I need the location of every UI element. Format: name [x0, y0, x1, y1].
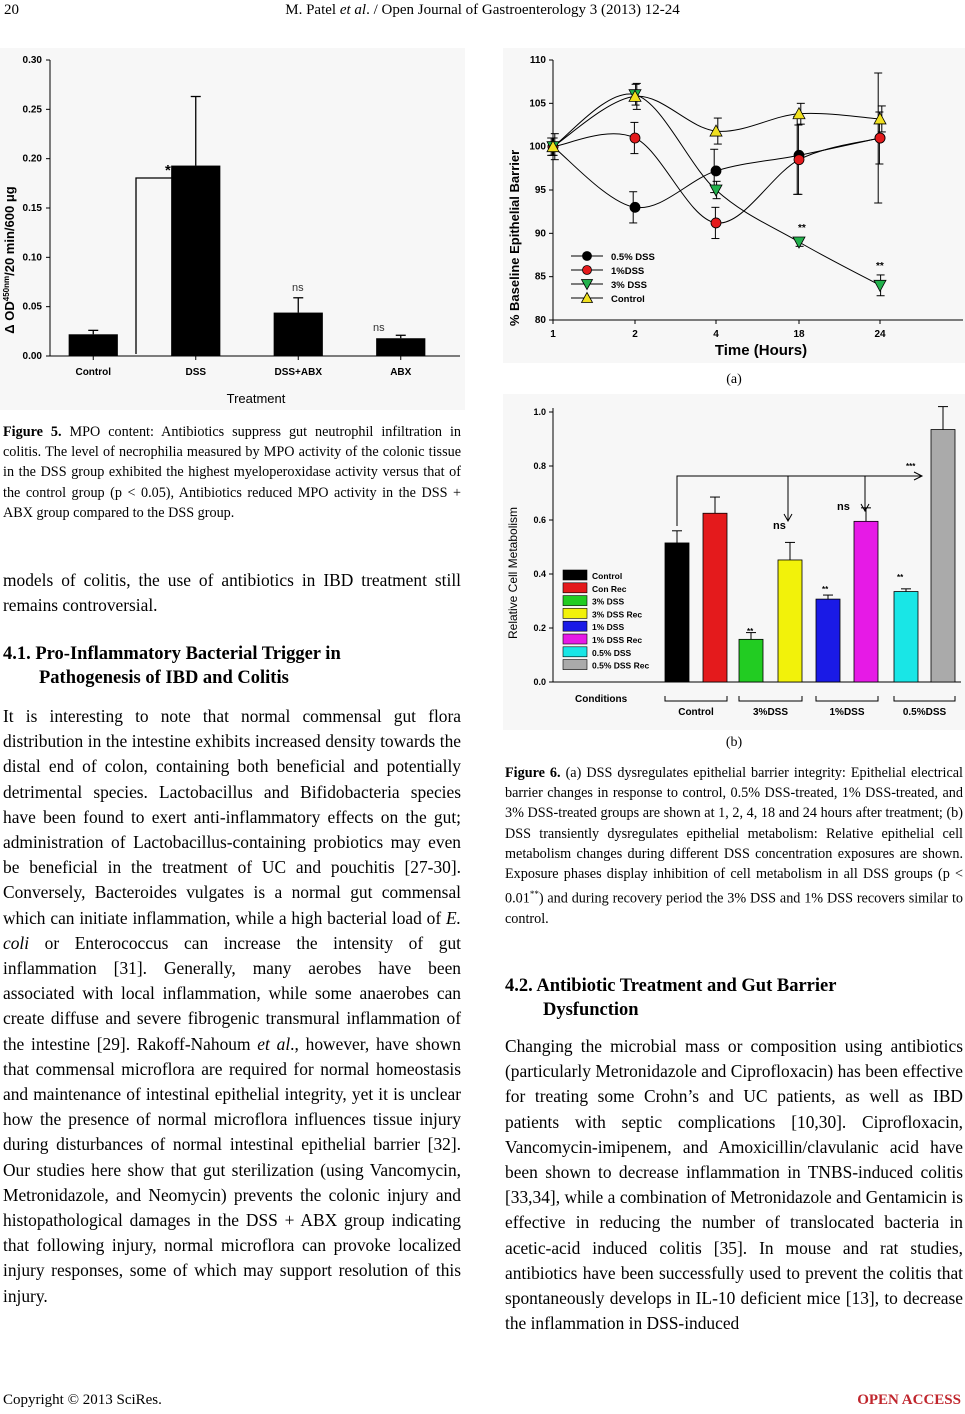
legend-swatch [563, 608, 587, 618]
group-bracket [816, 696, 878, 701]
bar [376, 338, 425, 356]
data-point [875, 133, 885, 143]
bar [274, 313, 323, 356]
annotation-ns-1pct-rec: ns [837, 501, 850, 513]
y-axis-label-main: Δ OD [2, 301, 17, 334]
figure5-caption-text: MPO content: Antibiotics suppress gut neutrophil infiltration in colitis. The level of necrophilia measured by MPO activity of the colonic tissue in the DSS group exhibited the highest myeloperoxidase activity versus that of the control group (p < 0.05), Antibiotics reduced MPO activity in the DSS + ABX group compared to the DSS group. [3, 424, 462, 521]
group-bracket [894, 696, 955, 701]
legend-swatch [563, 660, 587, 670]
legend-label: 3% DSS [592, 596, 625, 607]
annotation-ns-3pct-rec: ns [773, 520, 786, 532]
figure6b-chart [503, 394, 965, 730]
y-tick-label: 85 [534, 271, 546, 283]
figure6-caption-label: Figure 6. [505, 765, 561, 781]
group-label: 3%DSS [752, 707, 789, 718]
legend-label: 3% DSS Rec [592, 609, 643, 620]
y-tick-label: 0.00 [22, 351, 42, 362]
para-41-part-b: or Enterococcus can increase the intensity of gut inflammation [31]. Generally, many aerobes have been associated with local inflammation, while some anaerobes can create diffuse and severe fibrogenic transmural inflammation of the intestine [29]. Rakoff-Nahoum [3, 932, 461, 1054]
data-point [630, 133, 640, 143]
group-bracket [665, 696, 727, 701]
para-41-etal: et al [257, 1033, 291, 1054]
section-4-1-heading-line2: Pathogenesis of IBD and Colitis [39, 668, 289, 688]
y-tick-label: 80 [534, 315, 546, 326]
figure6-caption [505, 763, 963, 929]
bar [69, 334, 118, 356]
category-label: Control [75, 367, 112, 378]
figure6a-sublabel: (a) [726, 372, 742, 387]
figure5-caption [3, 422, 461, 523]
category-label: DSS+ABX [274, 367, 323, 378]
figure5-svg [0, 48, 465, 410]
y-axis-label-sup: 450nm [2, 275, 11, 302]
y-tick-label: 110 [529, 55, 546, 66]
para-41-ecoli: E. coli [3, 907, 461, 953]
bar [931, 430, 955, 682]
annotation-0-5pct: ** [897, 573, 904, 582]
y-axis-label: % Baseline Epithelial Barrier [507, 149, 522, 327]
y-tick-label: 0.4 [533, 569, 546, 579]
annotation-triple-star: *** [906, 462, 916, 471]
legend-label: 1%DSS [611, 266, 645, 277]
data-point [794, 155, 804, 165]
y-axis-label-tail: /20 min/600 μg [2, 186, 17, 276]
legend-label: Con Rec [592, 583, 627, 594]
legend-label: 0.5% DSS [611, 252, 655, 263]
y-tick-label: 95 [534, 185, 546, 196]
x-tick-label: 24 [874, 329, 886, 340]
data-point [583, 266, 592, 275]
legend-swatch [563, 647, 587, 657]
section-4-2-body [505, 1034, 963, 1336]
y-tick-label: 0.05 [22, 301, 42, 313]
para-continued: models of colitis, the use of antibiotics in IBD treatment still remains controversial. [3, 570, 461, 616]
open-access-label: OPEN ACCESS [857, 1392, 961, 1408]
legend-swatch [563, 570, 587, 580]
y-tick-label: 0.0 [533, 677, 546, 687]
annotation-3pct: ** [747, 627, 754, 636]
data-point [711, 166, 721, 176]
legend-label: 3% DSS [611, 280, 647, 291]
category-label: DSS [185, 367, 207, 378]
figure6a-svg [503, 48, 965, 363]
y-tick-label: 0.6 [533, 515, 546, 525]
figure6-caption-pre: (a) DSS dysregulates epithelial barrier integrity: Epithelial electrical barrier changes in response to control, 0.5% DSS-treated, 1% DSS-treated, and 3% DSS-treated groups are shown at 1, 2, 4, 18 and 24 hours after treatment; (b) DSS transiently dysregulates epithelial metabolism: Relative epithelial cell metabolism changes during different DSS concentration exposures are shown. Exposure phases display inhibition of cell metabolism in all DSS groups (p < 0.01 [505, 765, 963, 907]
figure6b-svg [503, 394, 965, 730]
data-point [583, 252, 592, 261]
y-tick-label: 105 [529, 98, 546, 110]
y-tick-label: 90 [534, 228, 546, 240]
figure6-caption-post: ) and during recovery period the 3% DSS and 1% DSS recovers similar to control. [505, 890, 963, 928]
x-tick-label: 1 [550, 329, 556, 340]
section-4-2-heading-line1: 4.2. Antibiotic Treatment and Gut Barrier [505, 976, 837, 996]
x-tick-label: 2 [632, 329, 638, 340]
x-axis-label: Conditions [575, 694, 628, 705]
y-tick-label: 0.30 [22, 55, 42, 66]
section-4-2-heading [505, 974, 963, 1022]
y-axis-label: Relative Cell Metabolism [506, 506, 520, 640]
y-tick-label: 100 [529, 141, 546, 153]
annotation-ns-dssabx: ns [292, 282, 304, 294]
y-tick-label: 0.25 [22, 104, 42, 116]
x-axis-label: Treatment [226, 391, 286, 406]
para-41-part-c: ., however, have shown that commensal microflora are required for normal homeostasis and maintenance of intestinal epithelial integrity, yet it is unclear how the presence of normal microflora influences tissue injury during disturbances of normal intestinal epithelial barrier [32]. Our studies here show that gut sterilization (using Vancomycin, Metronidazole, and Neomycin) prevents the colonic injury and histopathological damages in the DSS + ABX group indicating that following injury, normal microflora can provoke localized injury responses, some of which may support resolution of this injury. [3, 1033, 461, 1306]
bar [739, 639, 763, 682]
annotation-double-star-24h: ** [876, 261, 884, 272]
annotation-star: * [165, 162, 171, 179]
y-tick-label: 0.15 [22, 203, 42, 214]
bar [854, 521, 878, 682]
legend-label: 1% DSS [592, 622, 625, 633]
figure5-caption-label: Figure 5. [3, 424, 62, 440]
legend-label: 1% DSS Rec [592, 635, 643, 645]
section-4-1-heading-line1: 4.1. Pro-Inflammatory Bacterial Trigger in [3, 644, 341, 664]
page-number: 20 [4, 2, 19, 18]
y-axis-label [2, 186, 17, 333]
series-line [553, 96, 880, 146]
legend-swatch [563, 621, 587, 631]
left-column-para-continued [3, 568, 461, 618]
figure6-caption-sup: ** [529, 889, 539, 900]
group-label: Control [678, 707, 714, 718]
figure6a-chart [503, 48, 965, 363]
y-tick-label: 0.10 [22, 252, 42, 264]
data-point [710, 185, 722, 196]
x-tick-label: 18 [793, 329, 805, 340]
y-tick-label: 0.20 [22, 153, 42, 165]
data-point [630, 202, 640, 212]
running-title-journal: . / Open Journal of Gastroenterology 3 (2013) 12-24 [366, 2, 680, 18]
legend-label: 0.5% DSS [592, 647, 632, 658]
group-bracket [739, 696, 802, 701]
series-line [553, 134, 880, 223]
annotation-ns-abx: ns [373, 322, 385, 334]
legend-label: 0.5% DSS Rec [592, 660, 650, 671]
x-tick-label: 4 [713, 329, 719, 340]
figure6b-sublabel: (b) [725, 735, 743, 750]
section-4-2-heading-line2: Dysfunction [543, 1000, 639, 1020]
legend-label: Control [611, 294, 645, 305]
legend-label: Control [592, 571, 623, 581]
bar [894, 592, 918, 682]
bar [778, 560, 802, 682]
section-4-1-body [3, 704, 461, 1309]
y-tick-label: 0.2 [533, 623, 546, 633]
annotation-double-star-18h: ** [798, 223, 806, 234]
para-41-part-a: It is interesting to note that normal commensal gut flora distribution in the intestine exhibits increased density towards the distal end of colon, containing both beneficial and potentially detrimental species. Lactobacillus and Bifidobacteria species have been found to exert anti-inflammatory effects on the gut; administration of Lactobacillus-containing probiotics may even be beneficial in the treatment of UC and pouchitis [27-30]. Conversely, Bacteroides vulgates is a normal gut commensal which can initiate inflammation, while a high bacterial load of [3, 706, 461, 928]
annotation-1pct: ** [822, 585, 829, 594]
group-label: 1%DSS [829, 707, 865, 718]
data-point [711, 218, 721, 228]
arrow-to-1pct-rec [861, 476, 869, 511]
bar [703, 513, 727, 682]
copyright: Copyright © 2013 SciRes. [3, 1392, 162, 1408]
bar [171, 166, 220, 356]
arrow-to-3pct-rec [784, 476, 792, 521]
legend-swatch [563, 596, 587, 606]
group-label: 0.5%DSS [902, 707, 947, 718]
section-4-2-paragraph: Changing the microbial mass or composition using antibiotics (particularly Metronidazole and Ciprofloxacin) has been effective for treating some Crohn’s and UC patients, as well as IBD patients with septic complications [10,30]. Ciprofloxacin, Vancomycin-imipenem, and Amoxicillin/clavulanic acid have been shown to decrease inflammation in TNBS-induced colitis [33,34], while a combination of Metronidazole and Gentamicin is effective in reducing the number of translocated bacteria in acetic-acid induced colitis [35]. In mouse and rat studies, antibiotics have been successfully used to prevent the colitis that spontaneously develops in IL-10 deficient mice [13], to decrease the inflammation in DSS-induced [505, 1036, 963, 1334]
section-4-1-paragraph [3, 704, 461, 1309]
running-title [0, 2, 965, 19]
y-tick-label: 1.0 [533, 407, 546, 417]
bar [665, 543, 689, 682]
legend-swatch [563, 634, 587, 644]
figure5-chart [0, 48, 465, 410]
y-tick-label: 0.8 [533, 461, 546, 471]
category-label: ABX [390, 367, 412, 378]
x-axis-label: Time (Hours) [714, 342, 808, 359]
legend-swatch [563, 583, 587, 593]
running-title-etal: et al [339, 2, 367, 18]
data-point [874, 280, 886, 291]
running-title-authors: M. Patel [285, 2, 340, 18]
bar [816, 599, 840, 682]
section-4-1-heading [3, 642, 461, 690]
